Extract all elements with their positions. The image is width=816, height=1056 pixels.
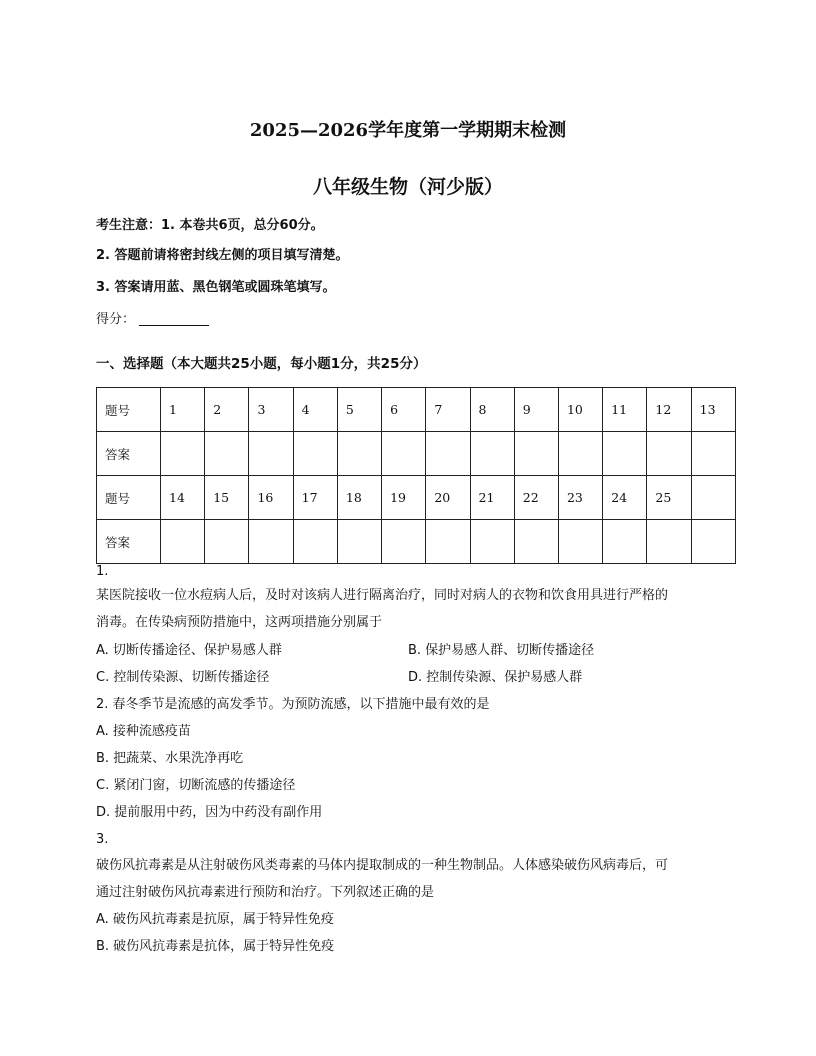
question-number-cell: 18 — [337, 476, 381, 520]
q1-option-a[interactable]: A. 切断传播途径、保护易感人群 — [96, 643, 282, 658]
section-1-title: 一、选择题（本大题共25小题，每小题1分，共25分） — [96, 356, 427, 372]
row-label: 题号 — [97, 388, 161, 432]
question-number-cell — [691, 476, 735, 520]
answer-cell[interactable] — [470, 520, 514, 564]
answer-cell[interactable] — [426, 520, 470, 564]
question-number-cell: 5 — [337, 388, 381, 432]
q2-option-a[interactable]: A. 接种流感疫苗 — [96, 724, 191, 739]
question-number-cell: 14 — [161, 476, 205, 520]
q1-option-c[interactable]: C. 控制传染源、切断传播途径 — [96, 670, 270, 685]
score-field — [96, 310, 736, 330]
question-number-cell: 23 — [558, 476, 602, 520]
answer-cell[interactable] — [293, 520, 337, 564]
answer-cell[interactable] — [382, 432, 426, 476]
question-number-cell: 25 — [647, 476, 691, 520]
answer-table — [96, 387, 736, 564]
table-row-answers-1 — [97, 432, 736, 476]
q1-stem-line-2: 消毒。在传染病预防措施中，这两项措施分别属于 — [96, 615, 383, 630]
row-label: 答案 — [97, 520, 161, 564]
question-number-cell: 19 — [382, 476, 426, 520]
answer-cell[interactable] — [337, 432, 381, 476]
answer-cell[interactable] — [426, 432, 470, 476]
question-number-cell: 24 — [603, 476, 647, 520]
answer-cell[interactable] — [603, 520, 647, 564]
notice-line-1: 考生注意：1. 本卷共6页，总分60分。 — [96, 218, 324, 233]
row-label: 题号 — [97, 476, 161, 520]
table-row-numbers-1 — [97, 388, 736, 432]
q1-number: 1. — [96, 564, 109, 579]
answer-cell[interactable] — [293, 432, 337, 476]
answer-cell[interactable] — [161, 520, 205, 564]
q3-stem-line-2: 通过注射破伤风抗毒素进行预防和治疗。下列叙述正确的是 — [96, 885, 435, 900]
q1-stem-line-1: 某医院接收一位水痘病人后，及时对该病人进行隔离治疗，同时对病人的衣物和饮食用具进行严格的 — [96, 588, 669, 603]
q2-option-d[interactable]: D. 提前服用中药，因为中药没有副作用 — [96, 805, 323, 820]
q3-option-b[interactable]: B. 破伤风抗毒素是抗体，属于特异性免疫 — [96, 939, 335, 954]
question-number-cell: 11 — [603, 388, 647, 432]
score-label: 得分： — [96, 312, 136, 327]
question-number-cell: 1 — [161, 388, 205, 432]
table-row-numbers-2 — [97, 476, 736, 520]
question-number-cell: 2 — [205, 388, 249, 432]
exam-subtitle: 八年级生物（河少版） — [312, 176, 503, 198]
answer-cell[interactable] — [647, 520, 691, 564]
q3-option-a[interactable]: A. 破伤风抗毒素是抗原，属于特异性免疫 — [96, 912, 334, 927]
q2-stem: 2. 春冬季节是流感的高发季节。为预防流感，以下措施中最有效的是 — [96, 697, 490, 712]
question-number-cell: 17 — [293, 476, 337, 520]
answer-cell[interactable] — [337, 520, 381, 564]
answer-cell[interactable] — [470, 432, 514, 476]
answer-cell[interactable] — [691, 432, 735, 476]
question-number-cell: 12 — [647, 388, 691, 432]
question-number-cell: 8 — [470, 388, 514, 432]
q2-option-c[interactable]: C. 紧闭门窗，切断流感的传播途径 — [96, 778, 296, 793]
q3-number: 3. — [96, 832, 109, 847]
notice-line-2: 2. 答题前请将密封线左侧的项目填写清楚。 — [96, 248, 349, 263]
answer-cell[interactable] — [603, 432, 647, 476]
question-number-cell: 16 — [249, 476, 293, 520]
answer-cell[interactable] — [161, 432, 205, 476]
answer-cell[interactable] — [558, 520, 602, 564]
answer-cell[interactable] — [514, 520, 558, 564]
question-number-cell: 3 — [249, 388, 293, 432]
question-number-cell: 6 — [382, 388, 426, 432]
answer-cell[interactable] — [514, 432, 558, 476]
answer-cell[interactable] — [558, 432, 602, 476]
question-number-cell: 15 — [205, 476, 249, 520]
row-label: 答案 — [97, 432, 161, 476]
question-number-cell: 21 — [470, 476, 514, 520]
answer-cell[interactable] — [647, 432, 691, 476]
answer-cell[interactable] — [205, 432, 249, 476]
question-number-cell: 22 — [514, 476, 558, 520]
question-number-cell: 7 — [426, 388, 470, 432]
answer-cell[interactable] — [249, 520, 293, 564]
exam-title: 2025—2026学年度第一学期期末检测 — [249, 120, 567, 141]
q1-option-b[interactable]: B. 保护易感人群、切断传播途径 — [408, 643, 595, 658]
q3-stem-line-1: 破伤风抗毒素是从注射破伤风类毒素的马体内提取制成的一种生物制品。人体感染破伤风病毒后，可 — [96, 858, 669, 873]
question-number-cell: 10 — [558, 388, 602, 432]
notice-line-3: 3. 答案请用蓝、黑色钢笔或圆珠笔填写。 — [96, 280, 336, 295]
q2-option-b[interactable]: B. 把蔬菜、水果洗净再吃 — [96, 751, 244, 766]
question-number-cell: 4 — [293, 388, 337, 432]
question-number-cell: 13 — [691, 388, 735, 432]
question-number-cell: 20 — [426, 476, 470, 520]
answer-cell[interactable] — [249, 432, 293, 476]
answer-cell — [691, 520, 735, 564]
score-blank[interactable] — [139, 311, 209, 326]
table-row-answers-2 — [97, 520, 736, 564]
answer-cell[interactable] — [205, 520, 249, 564]
answer-cell[interactable] — [382, 520, 426, 564]
question-number-cell: 9 — [514, 388, 558, 432]
q1-option-d[interactable]: D. 控制传染源、保护易感人群 — [408, 670, 583, 685]
